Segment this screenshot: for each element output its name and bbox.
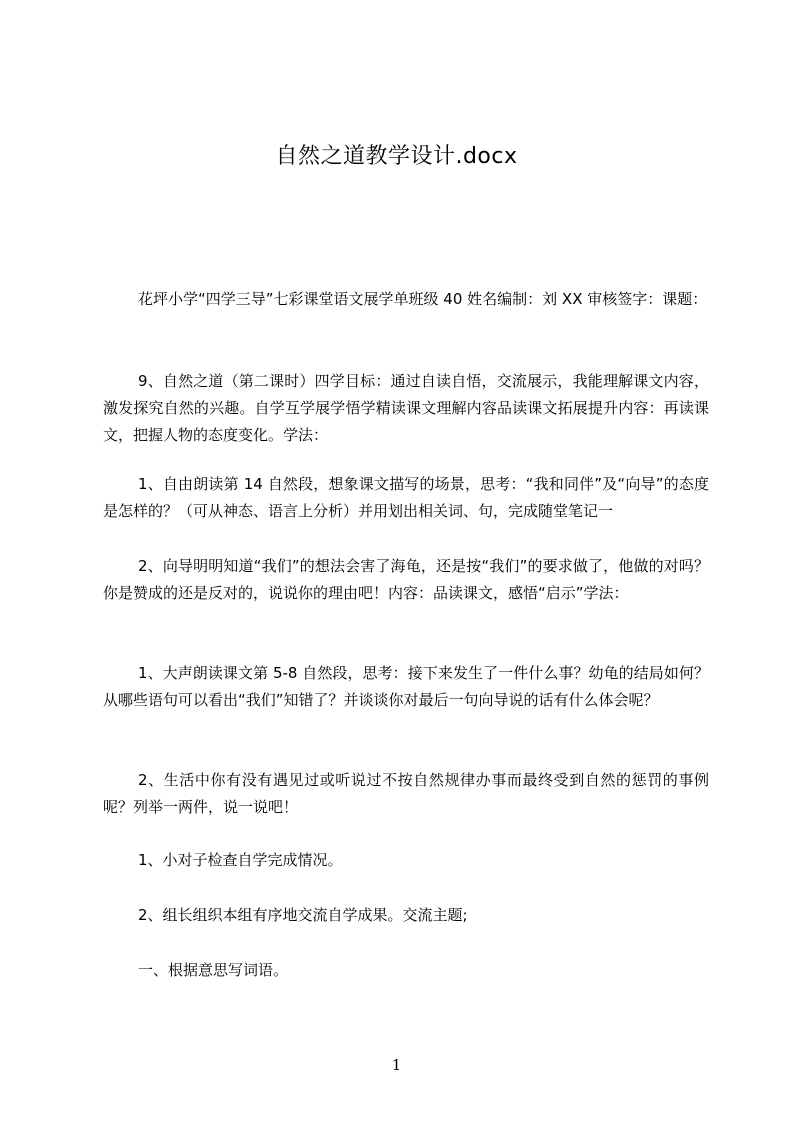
paragraph-task-2: 2、向导明明知道“我们”的想法会害了海龟，还是按“我们”的要求做了，他做的对吗？你是赞成的还是反对的，说说你的理由吧！内容：品读课文，感悟“启示”学法： (103, 557, 709, 602)
paragraph-check-1: 1、小对子检查自学完成情况。 (138, 851, 343, 869)
paragraph-reading-task-2: 2、生活中你有没有遇见过或听说过不按自然规律办事而最终受到自然的惩罚的事例呢？列举一两件，说一说吧！ (103, 771, 709, 816)
document-title: 自然之道教学设计.docx (275, 144, 518, 169)
paragraph-check-2: 2、组长组织本组有序地交流自学成果。交流主题; (138, 906, 468, 924)
paragraph-task-1: 1、自由朗读第 14 自然段，想象课文描写的场景，思考：“我和同伴”及“向导”的态度是怎样的？（可从神态、语言上分析）并用划出相关词、句，完成随堂笔记一 (103, 475, 709, 520)
paragraph-section-heading: 一、根据意思写词语。 (138, 961, 289, 979)
paragraph-reading-task-1: 1、大声朗读课文第 5-8 自然段，思考：接下来发生了一件什么事？幼龟的结局如何？从哪些语句可以看出“我们”知错了？并谈谈你对最后一句向导说的话有什么体会呢？ (103, 664, 709, 709)
paragraph-lesson-goals: 9、自然之道（第二课时）四学目标：通过自读自悟，交流展示，我能理解课文内容，激发探究自然的兴趣。自学互学展学悟学精读课文理解内容品读课文拓展提升内容：再读课文，把握人物的态度变化。学法： (103, 372, 709, 444)
page-number: 1 (391, 1056, 402, 1074)
paragraph-header-info: 花坪小学“四学三导”七彩课堂语文展学单班级 40 姓名编制：刘 XX 审核签字：课题： (138, 290, 708, 308)
